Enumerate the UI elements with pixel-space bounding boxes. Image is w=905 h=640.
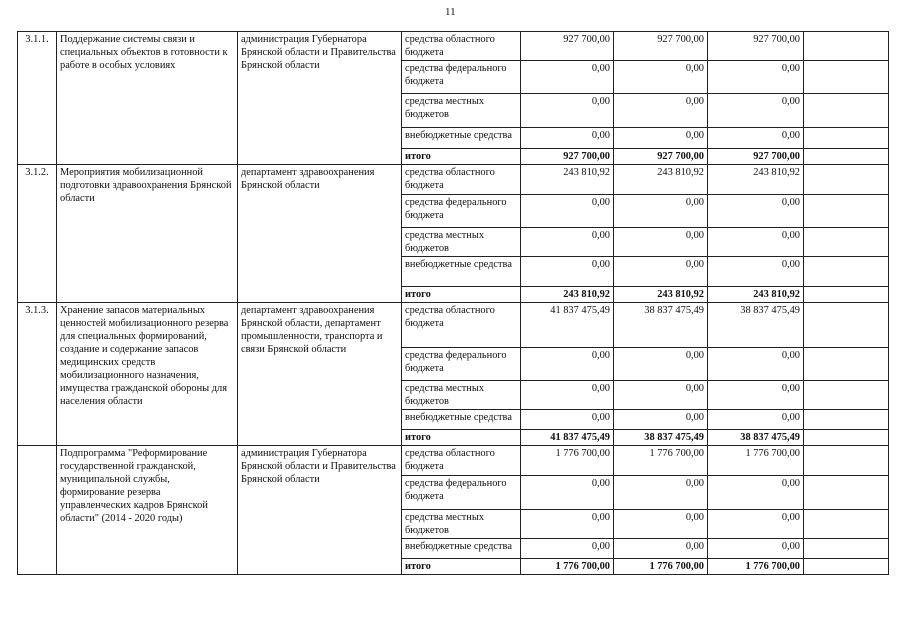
funding-source-regional: средства областного бюджета [402,446,521,476]
amount-cell: 0,00 [614,61,708,94]
amount-cell: 38 837 475,49 [708,430,804,446]
amount-cell: 41 837 475,49 [521,303,614,348]
empty-cell [804,446,889,476]
item-code: 3.1.2. [18,165,57,303]
amount-cell: 927 700,00 [521,149,614,165]
empty-cell [804,128,889,149]
amount-cell: 243 810,92 [614,287,708,303]
amount-cell: 0,00 [614,195,708,228]
item-name: Мероприятия мобилизационной подготовки здравоохранения Брянской области [57,165,238,303]
item-executor: администрация Губернатора Брянской области и Правительства Брянской области [238,446,402,575]
amount-cell: 0,00 [708,195,804,228]
amount-cell: 1 776 700,00 [708,446,804,476]
amount-cell: 0,00 [521,381,614,410]
funding-source-total: итого [402,559,521,575]
empty-cell [804,61,889,94]
amount-cell: 38 837 475,49 [614,303,708,348]
amount-cell: 38 837 475,49 [708,303,804,348]
empty-cell [804,195,889,228]
amount-cell: 0,00 [521,94,614,128]
item-executor: департамент здравоохранения Брянской области, департамент промышленности, транспорта и связи Брянской области [238,303,402,446]
funding-source-federal: средства федерального бюджета [402,195,521,228]
funding-source-local: средства местных бюджетов [402,510,521,539]
empty-cell [804,476,889,510]
page-number: 11 [445,6,456,18]
amount-cell: 0,00 [521,410,614,430]
empty-cell [804,303,889,348]
amount-cell: 243 810,92 [521,165,614,195]
funding-source-regional: средства областного бюджета [402,32,521,61]
amount-cell: 0,00 [708,476,804,510]
funding-source-extra: внебюджетные средства [402,539,521,559]
amount-cell: 1 776 700,00 [521,446,614,476]
amount-cell: 0,00 [708,94,804,128]
funding-source-extra: внебюджетные средства [402,128,521,149]
funding-source-local: средства местных бюджетов [402,94,521,128]
item-executor: департамент здравоохранения Брянской области [238,165,402,303]
amount-cell: 0,00 [708,381,804,410]
empty-cell [804,539,889,559]
amount-cell: 0,00 [614,348,708,381]
amount-cell: 927 700,00 [521,32,614,61]
amount-cell: 38 837 475,49 [614,430,708,446]
funding-source-federal: средства федерального бюджета [402,348,521,381]
funding-source-total: итого [402,287,521,303]
item-code: 3.1.1. [18,32,57,165]
amount-cell: 0,00 [521,228,614,257]
funding-source-local: средства местных бюджетов [402,381,521,410]
item-name: Подпрограмма "Реформирование государственной гражданской, муниципальной службы, формирование резерва управленческих кадров Брянской области" (2014 - 2020 годы) [57,446,238,575]
amount-cell: 0,00 [614,381,708,410]
amount-cell: 243 810,92 [708,165,804,195]
funding-source-federal: средства федерального бюджета [402,476,521,510]
amount-cell: 0,00 [614,128,708,149]
table-row [18,165,889,195]
amount-cell: 0,00 [614,228,708,257]
amount-cell: 243 810,92 [521,287,614,303]
empty-cell [804,165,889,195]
table-row [18,303,889,348]
empty-cell [804,410,889,430]
amount-cell: 1 776 700,00 [614,559,708,575]
amount-cell: 0,00 [614,476,708,510]
amount-cell: 1 776 700,00 [708,559,804,575]
amount-cell: 0,00 [521,195,614,228]
item-code [18,446,57,575]
amount-cell: 0,00 [708,410,804,430]
amount-cell: 0,00 [521,510,614,539]
amount-cell: 243 810,92 [708,287,804,303]
item-code: 3.1.3. [18,303,57,446]
amount-cell: 0,00 [521,476,614,510]
empty-cell [804,381,889,410]
amount-cell: 1 776 700,00 [614,446,708,476]
funding-source-regional: средства областного бюджета [402,303,521,348]
amount-cell: 0,00 [708,510,804,539]
table-row [18,446,889,476]
amount-cell: 0,00 [614,410,708,430]
funding-source-regional: средства областного бюджета [402,165,521,195]
amount-cell: 0,00 [708,128,804,149]
amount-cell: 0,00 [521,348,614,381]
amount-cell: 0,00 [708,61,804,94]
item-executor: администрация Губернатора Брянской области и Правительства Брянской области [238,32,402,165]
funding-source-total: итого [402,149,521,165]
amount-cell: 927 700,00 [708,32,804,61]
empty-cell [804,510,889,539]
item-name: Хранение запасов материальных ценностей мобилизационного резерва для специальных формирований, создание и содержание запасов медицинских средств мобилизационного назначения, имущества гражданской обороны для населения области [57,303,238,446]
amount-cell: 243 810,92 [614,165,708,195]
item-name: Поддержание системы связи и специальных объектов в готовности к работе в особых условиях [57,32,238,165]
funding-source-local: средства местных бюджетов [402,228,521,257]
table-row [18,32,889,61]
funding-source-federal: средства федерального бюджета [402,61,521,94]
amount-cell: 0,00 [521,257,614,287]
amount-cell: 0,00 [708,348,804,381]
amount-cell: 0,00 [708,228,804,257]
table-body [18,32,889,575]
amount-cell: 41 837 475,49 [521,430,614,446]
funding-source-extra: внебюджетные средства [402,410,521,430]
amount-cell: 0,00 [521,61,614,94]
amount-cell: 0,00 [521,128,614,149]
empty-cell [804,348,889,381]
empty-cell [804,559,889,575]
amount-cell: 0,00 [614,257,708,287]
empty-cell [804,228,889,257]
amount-cell: 927 700,00 [708,149,804,165]
amount-cell: 0,00 [708,539,804,559]
amount-cell: 1 776 700,00 [521,559,614,575]
amount-cell: 0,00 [614,510,708,539]
empty-cell [804,32,889,61]
amount-cell: 927 700,00 [614,32,708,61]
amount-cell: 0,00 [521,539,614,559]
empty-cell [804,287,889,303]
budget-table [17,31,889,575]
empty-cell [804,257,889,287]
amount-cell: 0,00 [708,257,804,287]
amount-cell: 0,00 [614,94,708,128]
amount-cell: 927 700,00 [614,149,708,165]
empty-cell [804,149,889,165]
amount-cell: 0,00 [614,539,708,559]
funding-source-total: итого [402,430,521,446]
empty-cell [804,94,889,128]
empty-cell [804,430,889,446]
funding-source-extra: внебюджетные средства [402,257,521,287]
